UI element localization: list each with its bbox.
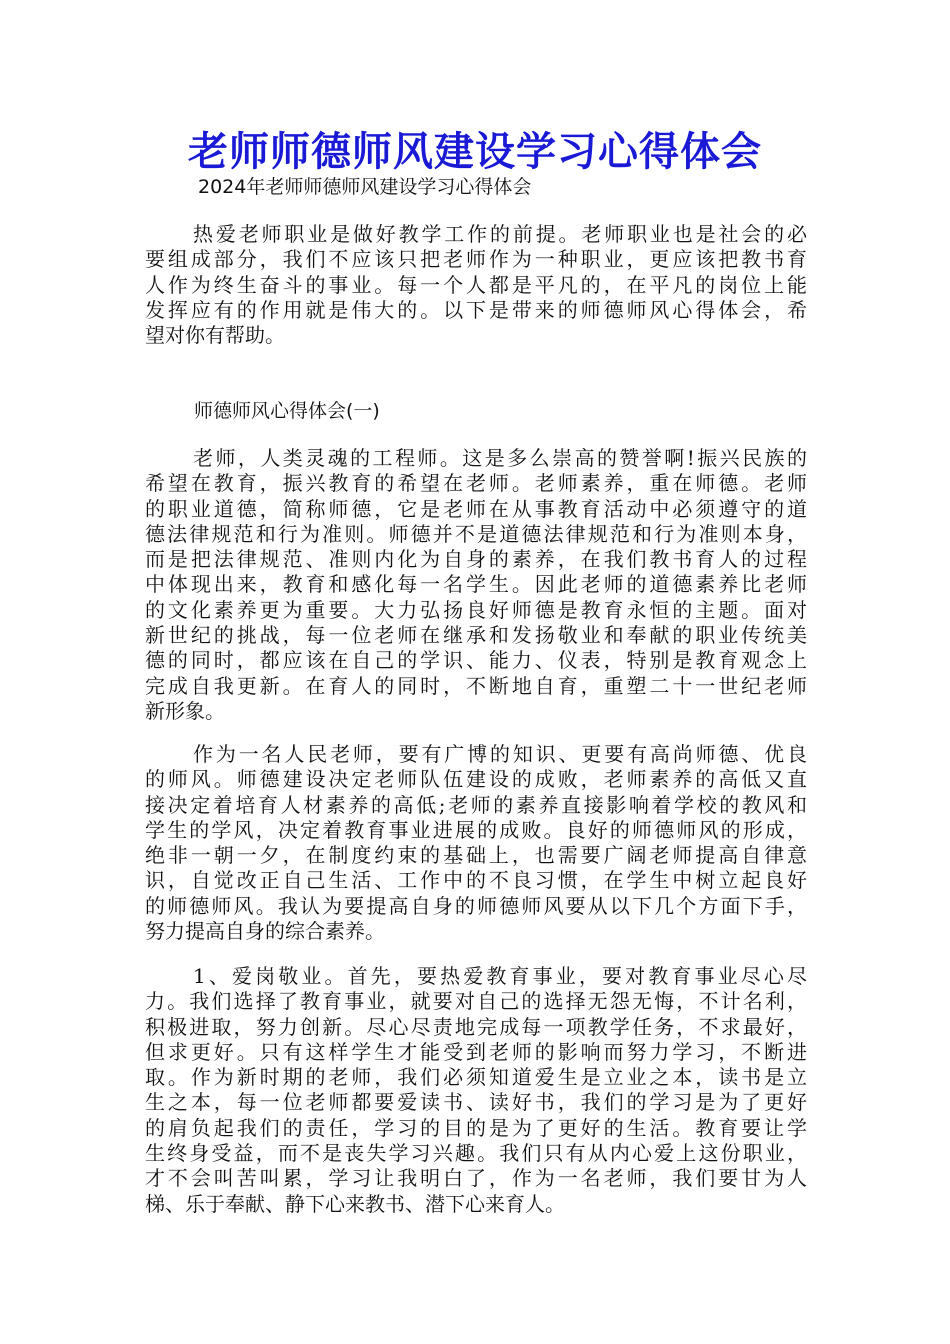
paragraph-line: 接决定着培育人材素养的高低;老师的素养直接影响着学校的教风和 xyxy=(145,792,807,817)
paragraph-line: 德法律规范和行为准则。师德并不是道德法律规范和行为准则本身， xyxy=(145,521,807,546)
paragraph-line: 取。作为新时期的老师，我们必须知道爱生是立业之本，读书是立 xyxy=(145,1065,807,1090)
paragraph-line: 生终身受益，而不是丧失学习兴趣。我们只有从内心爱上这份职业， xyxy=(145,1141,807,1166)
paragraph-line: 的文化素养更为重要。大力弘扬良好师德是教育永恒的主题。面对 xyxy=(145,597,807,622)
paragraph-line: 积极进取，努力创新。尽心尽责地完成每一项教学任务，不求最好， xyxy=(145,1014,807,1039)
paragraph-line: 的师风。师德建设决定老师队伍建设的成败，老师素养的高低又直 xyxy=(145,767,807,792)
paragraph-line: 梯、乐于奉献、静下心来教书、潜下心来育人。 xyxy=(145,1191,565,1216)
paragraph-line: 要组成部分，我们不应该只把老师作为一种职业，更应该把教书育 xyxy=(145,247,807,272)
paragraph-line: 的师德师风。我认为要提高自身的师德师风要从以下几个方面下手， xyxy=(145,893,807,918)
paragraph-line: 热爱老师职业是做好教学工作的前提。老师职业也是社会的必 xyxy=(193,222,807,246)
document-title: 老师师德师风建设学习心得体会 xyxy=(188,128,762,175)
body-paragraph-3 xyxy=(145,964,807,1217)
paragraph-line: 而是把法律规范、准则内化为自身的素养，在我们教书育人的过程 xyxy=(145,547,807,572)
paragraph-line: 望对你有帮助。 xyxy=(145,323,285,348)
paragraph-line: 努力提高自身的综合素养。 xyxy=(145,919,385,944)
paragraph-line: 但求更好。只有这样学生才能受到老师的影响而努力学习，不断进 xyxy=(145,1039,807,1064)
paragraph-line: 的职业道德，简称师德，它是老师在从事教育活动中必须遵守的道 xyxy=(145,496,807,521)
paragraph-line: 完成自我更新。在育人的同时，不断地自育，重塑二十一世纪老师 xyxy=(145,673,807,698)
body-paragraph-1 xyxy=(145,446,807,724)
paragraph-line: 德的同时，都应该在自己的学识、能力、仪表，特别是教育观念上 xyxy=(145,648,807,673)
paragraph-line: 力。我们选择了教育事业，就要对自己的选择无怨无悔，不计名利， xyxy=(145,989,807,1014)
paragraph-line: 老师，人类灵魂的工程师。这是多么崇高的赞誉啊!振兴民族的 xyxy=(193,446,807,470)
paragraph-line: 新形象。 xyxy=(145,698,225,723)
paragraph-line: 识，自觉改正自己生活、工作中的不良习惯，在学生中树立起良好 xyxy=(145,868,807,893)
paragraph-line: 新世纪的挑战，每一位老师在继承和发扬敬业和奉献的职业传统美 xyxy=(145,623,807,648)
paragraph-line: 希望在教育，振兴教育的希望在老师。老师素养，重在师德。老师 xyxy=(145,471,807,496)
paragraph-line: 才不会叫苦叫累，学习让我明白了，作为一名老师，我们要甘为人 xyxy=(145,1166,807,1191)
intro-paragraph xyxy=(145,222,807,348)
body-paragraph-2 xyxy=(145,742,807,944)
paragraph-line: 1、爱岗敬业。首先，要热爱教育事业，要对教育事业尽心尽 xyxy=(193,964,807,988)
paragraph-line: 作为一名人民老师，要有广博的知识、更要有高尚师德、优良 xyxy=(193,742,807,766)
paragraph-line: 生之本，每一位老师都要爱读书、读好书，我们的学习是为了更好 xyxy=(145,1090,807,1115)
paragraph-line: 绝非一朝一夕，在制度约束的基础上，也需要广阔老师提高自律意 xyxy=(145,843,807,868)
paragraph-line: 中体现出来，教育和感化每一名学生。因此老师的道德素养比老师 xyxy=(145,572,807,597)
paragraph-line: 的肩负起我们的责任，学习的目的是为了更好的生活。教育要让学 xyxy=(145,1115,807,1140)
document-subtitle: 2024年老师师德师风建设学习心得体会 xyxy=(198,176,532,198)
paragraph-line: 人作为终生奋斗的事业。每一个人都是平凡的，在平凡的岗位上能 xyxy=(145,272,807,297)
paragraph-line: 学生的学风，决定着教育事业进展的成败。良好的师德师风的形成， xyxy=(145,817,807,842)
section-heading: 师德师风心得体会(一) xyxy=(194,400,380,422)
paragraph-line: 发挥应有的作用就是伟大的。以下是带来的师德师风心得体会，希 xyxy=(145,297,807,322)
